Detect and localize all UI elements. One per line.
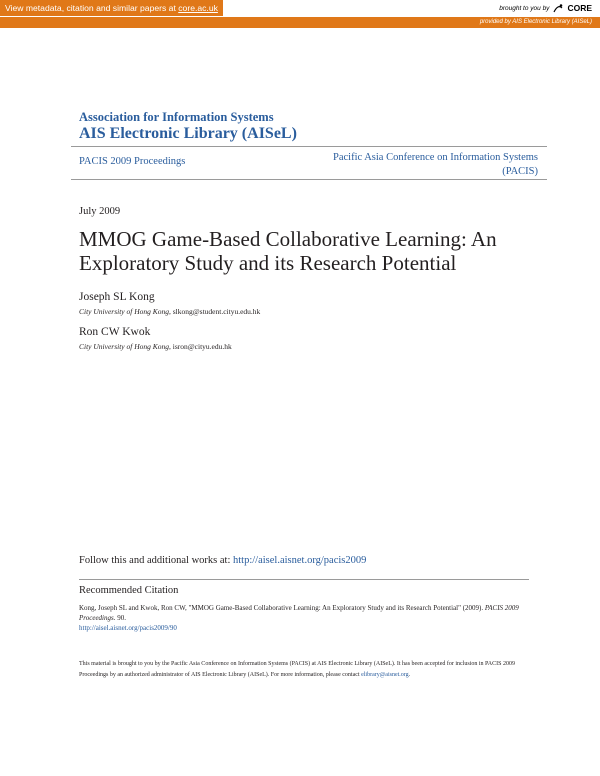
core-brought-by[interactable] — [499, 3, 592, 13]
affiliation-name: City University of Hong Kong — [79, 342, 169, 351]
conference-abbrev: (PACIS) — [502, 166, 538, 177]
author-1 — [79, 290, 260, 317]
footer-notice — [79, 659, 529, 681]
core-metadata-link[interactable] — [0, 0, 223, 16]
citation-venue: PACIS 2009 Proceedings — [79, 604, 519, 622]
author-affiliation: City University of Hong Kong, slkong@student.cityu.edu.hk — [79, 307, 261, 316]
divider-bottom — [71, 179, 547, 180]
footer-text: This material is brought to you by the Pacific Asia Conference on Information Systems (PACIS) at AIS Electronic Library (AISeL). It has been accepted for inclusion in PACIS 2009 Proceedings by an authorized administrator of AIS Electronic Library (AISeL). For more information, please contact — [79, 661, 515, 678]
citation-text — [79, 603, 519, 633]
author-email[interactable]: slkong@student.cityu.edu.hk — [172, 307, 261, 316]
core-site-link[interactable]: core.ac.uk — [178, 3, 218, 13]
brought-to-you-text: brought to you by — [499, 4, 550, 12]
citation-authors-title: Kong, Joseph SL and Kwok, Ron CW, "MMOG Game-Based Collaborative Learning: An Exploratory Study and its Research Potential" (2009). — [79, 604, 485, 612]
conference-link[interactable] — [308, 151, 538, 179]
author-name: Joseph SL Kong — [79, 291, 155, 303]
core-logo-text: CORE — [567, 3, 592, 13]
citation-link[interactable]: http://aisel.aisnet.org/pacis2009/90 — [79, 624, 177, 632]
follow-works — [79, 555, 366, 566]
author-email[interactable]: isron@cityu.edu.hk — [172, 342, 232, 351]
divider-recommended — [79, 579, 529, 580]
contact-email-link[interactable]: elibrary@aisnet.org — [361, 672, 409, 678]
affiliation-name: City University of Hong Kong — [79, 307, 169, 316]
follow-link[interactable]: http://aisel.aisnet.org/pacis2009 — [233, 555, 367, 566]
follow-text: Follow this and additional works at: — [79, 555, 233, 566]
publication-date: July 2009 — [79, 206, 121, 217]
core-logo-icon — [553, 3, 563, 13]
core-banner — [0, 0, 600, 28]
footer-end: . — [408, 672, 411, 678]
library-name[interactable]: AIS Electronic Library (AISeL) — [79, 125, 297, 142]
author-affiliation: City University of Hong Kong, isron@cityu.edu.hk — [79, 342, 232, 351]
conference-name: Pacific Asia Conference on Information Systems — [333, 152, 538, 163]
citation-number: . 90. — [113, 614, 126, 622]
divider-top — [71, 146, 547, 147]
core-view-text: View metadata, citation and similar papers at — [5, 3, 179, 13]
core-provided-by[interactable]: provided by AIS Electronic Library (AISeL) — [0, 17, 600, 28]
association-header — [79, 110, 297, 143]
paper-title: MMOG Game-Based Collaborative Learning: An Exploratory Study and its Research Potential — [79, 227, 497, 275]
proceedings-link[interactable]: PACIS 2009 Proceedings — [79, 156, 186, 167]
recommended-citation-heading: Recommended Citation — [79, 585, 179, 596]
author-2 — [79, 325, 232, 352]
author-name: Ron CW Kwok — [79, 326, 151, 338]
association-name[interactable]: Association for Information Systems — [79, 110, 274, 124]
